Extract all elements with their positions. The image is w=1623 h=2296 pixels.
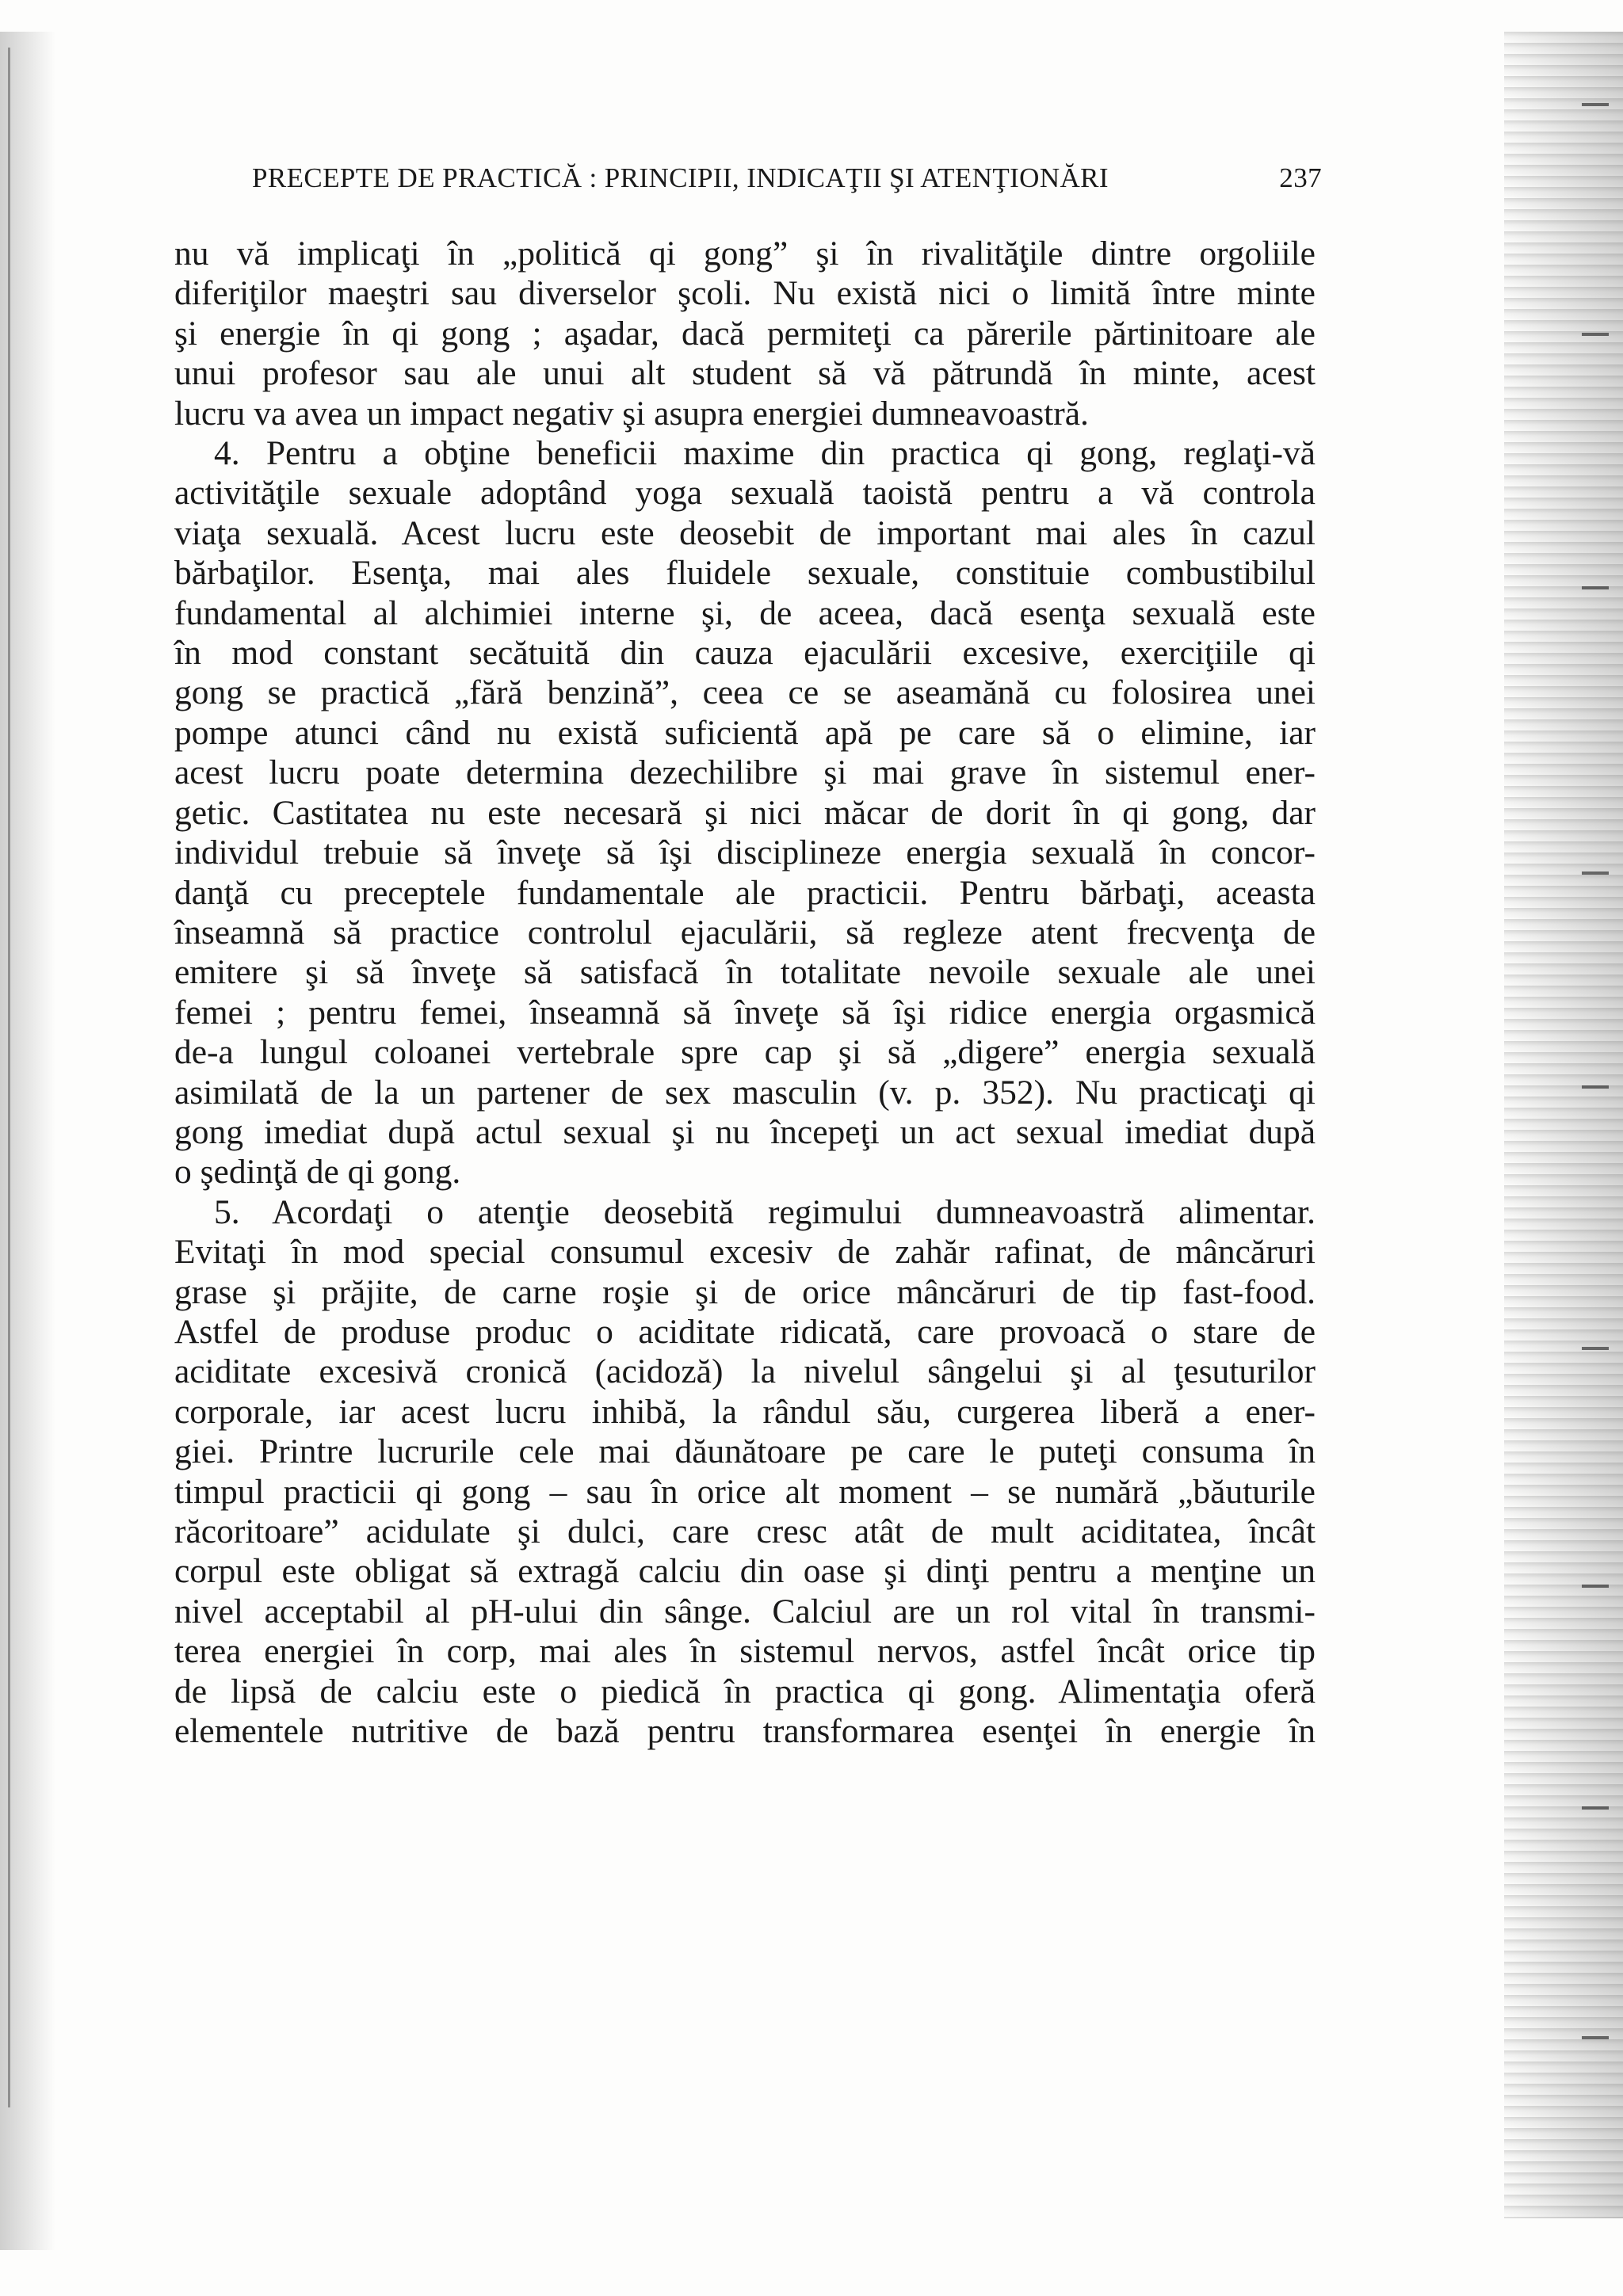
paragraph-item-4	[174, 433, 1316, 1192]
page-number: 237	[1279, 162, 1322, 193]
text-line: terea energiei în corp, mai ales în sistemul nervos, astfel încât orice tip	[174, 1632, 1316, 1671]
text-line: aciditate excesivă cronică (acidoză) la nivelul sângelui şi al ţesuturilor	[174, 1352, 1316, 1391]
text-line: unui profesor sau ale unui alt student să vă pătrundă în minte, acest	[174, 354, 1316, 393]
gutter-mark	[1582, 2036, 1609, 2039]
text-line: o şedinţă de qi gong.	[174, 1153, 461, 1192]
text-line: 5. Acordaţi o atenţie deosebită regimului dumneavoastră alimentar.	[214, 1192, 1316, 1231]
gutter-mark	[1582, 1585, 1609, 1588]
text-line: femei ; pentru femei, înseamnă să înveţe să îşi ridice energia orgasmică	[174, 993, 1316, 1032]
text-line: asimilată de la un partener de sex masculin (v. p. 352). Nu practicaţi qi	[174, 1073, 1316, 1112]
text-line: fundamental al alchimiei interne şi, de aceea, dacă esenţa sexuală este	[174, 593, 1316, 632]
text-line: acest lucru poate determina dezechilibre şi mai grave în sistemul ener-	[174, 753, 1316, 792]
gutter-mark	[1582, 333, 1609, 336]
text-line: individul trebuie să înveţe să îşi disciplineze energia sexuală în concor-	[174, 833, 1316, 872]
text-line: getic. Castitatea nu este necesară şi nici măcar de dorit în qi gong, dar	[174, 793, 1316, 832]
text-line: giei. Printre lucrurile cele mai dăunătoare pe care le puteţi consuma în	[174, 1432, 1316, 1471]
text-line: diferiţilor maeştri sau diverselor şcoli. Nu există nici o limită între minte	[174, 274, 1316, 313]
text-line: grase şi prăjite, de carne roşie şi de orice mâncăruri de tip fast-food.	[174, 1272, 1316, 1311]
text-line: bărbaţilor. Esenţa, mai ales fluidele sexuale, constituie combustibilul	[174, 554, 1316, 593]
gutter-mark	[1582, 871, 1609, 875]
text-line: emitere şi să înveţe să satisfacă în totalitate nevoile sexuale ale unei	[174, 953, 1316, 992]
text-line: nu vă implicaţi în „politică qi gong” şi în rivalităţile dintre orgoliile	[174, 235, 1316, 273]
gutter-mark	[1582, 1085, 1609, 1089]
text-line: elementele nutritive de bază pentru transformarea esenţei în energie în	[174, 1712, 1316, 1751]
text-line: de-a lungul coloanei vertebrale spre cap şi să „digere” energia sexuală	[174, 1033, 1316, 1072]
left-page-edge	[8, 48, 10, 2107]
text-line: şi energie în qi gong ; aşadar, dacă permiteţi ca părerile părtinitoare ale	[174, 314, 1316, 353]
paragraph-item-5	[174, 1192, 1316, 1752]
text-line: lucru va avea un impact negativ şi asupra energiei dumneavoastră.	[174, 394, 1089, 433]
gutter-mark	[1582, 1806, 1609, 1810]
text-line: corpul este obligat să extragă calciu din oase şi dinţi pentru a menţine un	[174, 1552, 1316, 1591]
text-line: viaţa sexuală. Acest lucru este deosebit de important mai ales în cazul	[174, 513, 1316, 552]
text-line: nivel acceptabil al pH-ului din sânge. Calciul are un rol vital în transmi-	[174, 1592, 1316, 1630]
gutter-mark	[1582, 103, 1609, 106]
running-head-title: PRECEPTE DE PRACTICĂ : PRINCIPII, INDICAŢII ŞI ATENŢIONĂRI	[252, 162, 1109, 193]
text-line: 4. Pentru a obţine beneficii maxime din practica qi gong, reglaţi-vă	[214, 434, 1316, 473]
gutter-mark	[1582, 1347, 1609, 1350]
text-line: răcoritoare” acidulate şi dulci, care cresc atât de mult aciditatea, încât	[174, 1512, 1316, 1550]
text-line: gong se practică „fără benzină”, ceea ce se aseamănă cu folosirea unei	[174, 673, 1316, 712]
text-line: înseamnă să practice controlul ejaculării, să regleze atent frecvenţa de	[174, 913, 1316, 952]
paragraph-continuation	[174, 234, 1316, 433]
text-line: danţă cu preceptele fundamentale ale practicii. Pentru bărbaţi, aceasta	[174, 873, 1316, 912]
running-head	[252, 162, 1322, 194]
right-binding-gutter	[1504, 32, 1623, 2218]
text-line: Astfel de produse produc o aciditate ridicată, care provoacă o stare de	[174, 1312, 1316, 1351]
text-line: pompe atunci când nu există suficientă apă pe care să o elimine, iar	[174, 713, 1316, 752]
body-text	[174, 234, 1316, 1751]
text-line: corporale, iar acest lucru inhibă, la rândul său, curgerea liberă a ener-	[174, 1392, 1316, 1431]
text-line: de lipsă de calciu este o piedică în practica qi gong. Alimentaţia oferă	[174, 1672, 1316, 1711]
text-line: Evitaţi în mod special consumul excesiv de zahăr rafinat, de mâncăruri	[174, 1233, 1316, 1272]
gutter-mark	[1582, 586, 1609, 589]
text-line: activităţile sexuale adoptând yoga sexuală taoistă pentru a vă controla	[174, 474, 1316, 513]
text-line: gong imediat după actul sexual şi nu începeţi un act sexual imediat după	[174, 1112, 1316, 1151]
text-line: timpul practicii qi gong – sau în orice alt moment – se numără „băuturile	[174, 1472, 1316, 1511]
text-line: în mod constant secătuită din cauza ejaculării excesive, exerciţiile qi	[174, 634, 1316, 673]
